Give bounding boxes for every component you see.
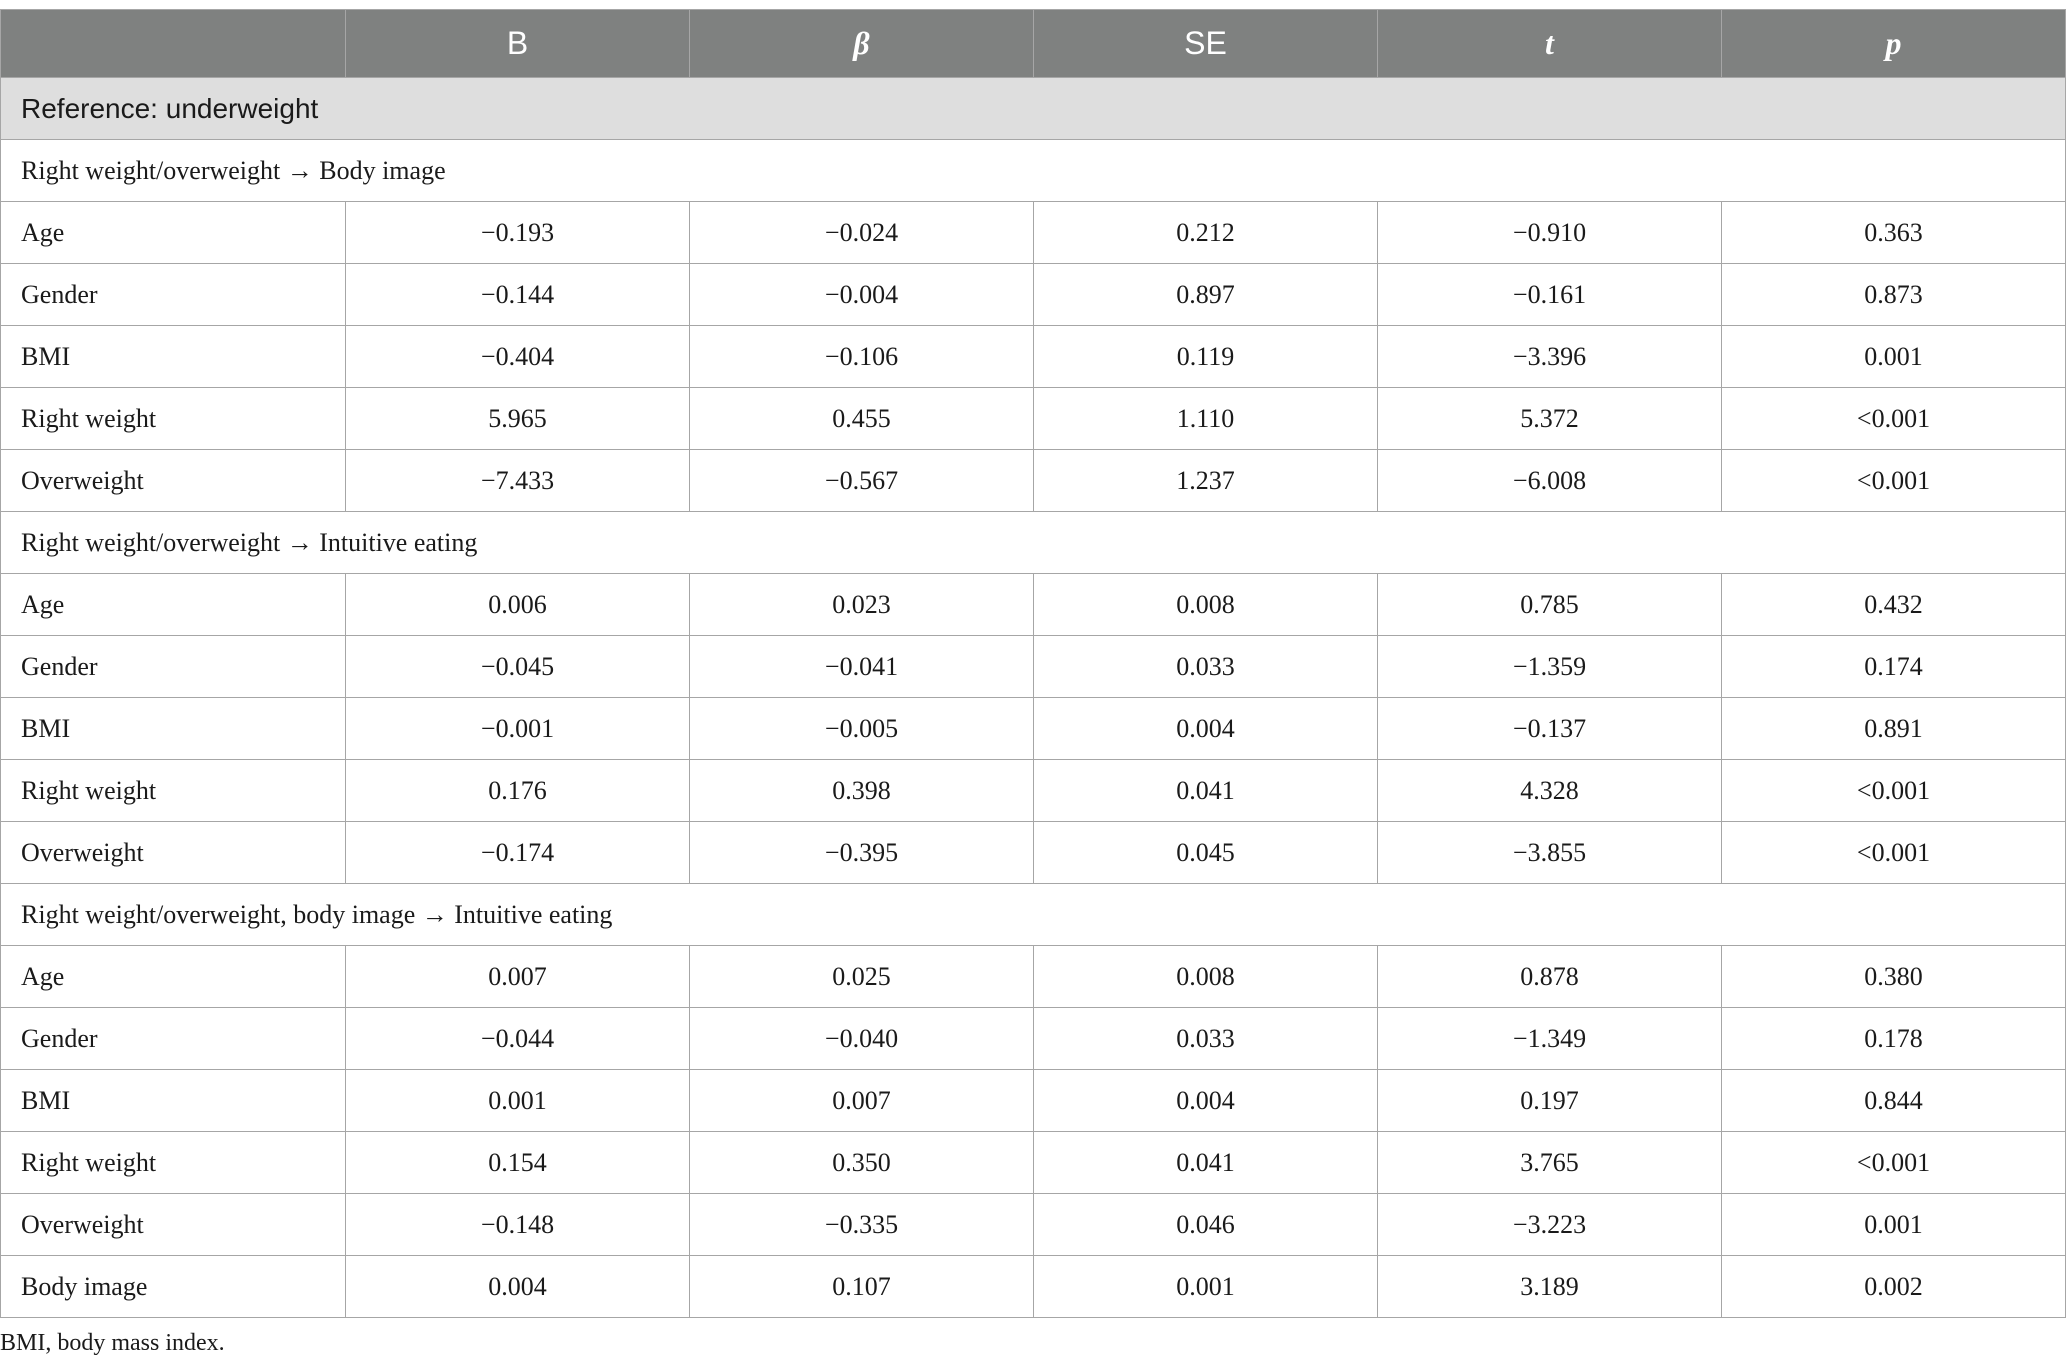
regression-table-container bbox=[0, 9, 2066, 1318]
value-cell: −0.193 bbox=[346, 202, 690, 264]
row-label: BMI bbox=[1, 698, 346, 760]
table-row bbox=[1, 946, 2066, 1008]
row-label: Overweight bbox=[1, 450, 346, 512]
value-cell: −0.001 bbox=[346, 698, 690, 760]
value-cell: −0.045 bbox=[346, 636, 690, 698]
value-cell: <0.001 bbox=[1722, 450, 2066, 512]
section-title: Right weight/overweight, body image → Intuitive eating bbox=[1, 884, 2066, 946]
header-cell-label bbox=[1, 10, 346, 78]
value-cell: 0.380 bbox=[1722, 946, 2066, 1008]
regression-table bbox=[0, 9, 2066, 1318]
value-cell: −0.174 bbox=[346, 822, 690, 884]
value-cell: 0.178 bbox=[1722, 1008, 2066, 1070]
value-cell: 0.033 bbox=[1034, 1008, 1378, 1070]
row-label: Body image bbox=[1, 1256, 346, 1318]
value-cell: <0.001 bbox=[1722, 388, 2066, 450]
value-cell: −1.349 bbox=[1378, 1008, 1722, 1070]
reference-row bbox=[1, 78, 2066, 140]
value-cell: 3.765 bbox=[1378, 1132, 1722, 1194]
value-cell: −0.144 bbox=[346, 264, 690, 326]
row-label: Age bbox=[1, 946, 346, 1008]
row-label: Gender bbox=[1, 264, 346, 326]
row-label: Age bbox=[1, 202, 346, 264]
value-cell: −0.044 bbox=[346, 1008, 690, 1070]
value-cell: −0.004 bbox=[690, 264, 1034, 326]
value-cell: 0.891 bbox=[1722, 698, 2066, 760]
table-row bbox=[1, 698, 2066, 760]
value-cell: −7.433 bbox=[346, 450, 690, 512]
section-title: Right weight/overweight → Intuitive eating bbox=[1, 512, 2066, 574]
value-cell: 0.004 bbox=[1034, 1070, 1378, 1132]
value-cell: 1.110 bbox=[1034, 388, 1378, 450]
value-cell: 0.878 bbox=[1378, 946, 1722, 1008]
table-row bbox=[1, 1256, 2066, 1318]
row-label: Age bbox=[1, 574, 346, 636]
table-row bbox=[1, 1194, 2066, 1256]
table-body bbox=[1, 78, 2066, 1318]
value-cell: 0.041 bbox=[1034, 1132, 1378, 1194]
header-cell-p: p bbox=[1722, 10, 2066, 78]
value-cell: −0.567 bbox=[690, 450, 1034, 512]
table-row bbox=[1, 202, 2066, 264]
row-label: Overweight bbox=[1, 1194, 346, 1256]
value-cell: −0.395 bbox=[690, 822, 1034, 884]
value-cell: 0.001 bbox=[346, 1070, 690, 1132]
value-cell: 0.350 bbox=[690, 1132, 1034, 1194]
table-row bbox=[1, 760, 2066, 822]
value-cell: 0.174 bbox=[1722, 636, 2066, 698]
value-cell: −0.041 bbox=[690, 636, 1034, 698]
value-cell: 0.785 bbox=[1378, 574, 1722, 636]
value-cell: 0.398 bbox=[690, 760, 1034, 822]
value-cell: −0.040 bbox=[690, 1008, 1034, 1070]
value-cell: 0.154 bbox=[346, 1132, 690, 1194]
value-cell: 1.237 bbox=[1034, 450, 1378, 512]
value-cell: <0.001 bbox=[1722, 822, 2066, 884]
value-cell: 0.363 bbox=[1722, 202, 2066, 264]
value-cell: 0.002 bbox=[1722, 1256, 2066, 1318]
table-row bbox=[1, 636, 2066, 698]
value-cell: 5.372 bbox=[1378, 388, 1722, 450]
value-cell: −0.137 bbox=[1378, 698, 1722, 760]
row-label: BMI bbox=[1, 1070, 346, 1132]
row-label: Gender bbox=[1, 636, 346, 698]
section-row bbox=[1, 884, 2066, 946]
table-row bbox=[1, 388, 2066, 450]
value-cell: 0.033 bbox=[1034, 636, 1378, 698]
table-row bbox=[1, 1070, 2066, 1132]
reference-label: Reference: underweight bbox=[1, 78, 2066, 140]
table-row bbox=[1, 264, 2066, 326]
value-cell: 0.007 bbox=[690, 1070, 1034, 1132]
value-cell: −3.855 bbox=[1378, 822, 1722, 884]
value-cell: 0.001 bbox=[1034, 1256, 1378, 1318]
value-cell: 0.004 bbox=[346, 1256, 690, 1318]
table-row bbox=[1, 822, 2066, 884]
value-cell: 5.965 bbox=[346, 388, 690, 450]
header-cell-t: t bbox=[1378, 10, 1722, 78]
value-cell: 0.897 bbox=[1034, 264, 1378, 326]
value-cell: −0.024 bbox=[690, 202, 1034, 264]
value-cell: −3.396 bbox=[1378, 326, 1722, 388]
header-cell-se: SE bbox=[1034, 10, 1378, 78]
header-row bbox=[1, 10, 2066, 78]
value-cell: 0.873 bbox=[1722, 264, 2066, 326]
row-label: Right weight bbox=[1, 760, 346, 822]
section-row bbox=[1, 140, 2066, 202]
value-cell: 0.041 bbox=[1034, 760, 1378, 822]
value-cell: 0.025 bbox=[690, 946, 1034, 1008]
value-cell: 0.023 bbox=[690, 574, 1034, 636]
value-cell: 0.045 bbox=[1034, 822, 1378, 884]
value-cell: −3.223 bbox=[1378, 1194, 1722, 1256]
table-row bbox=[1, 574, 2066, 636]
value-cell: −0.404 bbox=[346, 326, 690, 388]
row-label: Overweight bbox=[1, 822, 346, 884]
value-cell: 0.006 bbox=[346, 574, 690, 636]
value-cell: 0.844 bbox=[1722, 1070, 2066, 1132]
value-cell: −0.161 bbox=[1378, 264, 1722, 326]
value-cell: 0.008 bbox=[1034, 946, 1378, 1008]
value-cell: 0.008 bbox=[1034, 574, 1378, 636]
value-cell: 0.107 bbox=[690, 1256, 1034, 1318]
value-cell: −0.005 bbox=[690, 698, 1034, 760]
value-cell: −0.335 bbox=[690, 1194, 1034, 1256]
value-cell: 0.001 bbox=[1722, 1194, 2066, 1256]
table-row bbox=[1, 1008, 2066, 1070]
row-label: BMI bbox=[1, 326, 346, 388]
header-cell-beta: β bbox=[690, 10, 1034, 78]
value-cell: 0.007 bbox=[346, 946, 690, 1008]
value-cell: 0.001 bbox=[1722, 326, 2066, 388]
value-cell: −1.359 bbox=[1378, 636, 1722, 698]
table-row bbox=[1, 450, 2066, 512]
value-cell: <0.001 bbox=[1722, 760, 2066, 822]
table-row bbox=[1, 326, 2066, 388]
section-title: Right weight/overweight → Body image bbox=[1, 140, 2066, 202]
value-cell: −0.910 bbox=[1378, 202, 1722, 264]
header-cell-b: B bbox=[346, 10, 690, 78]
row-label: Right weight bbox=[1, 1132, 346, 1194]
value-cell: 0.212 bbox=[1034, 202, 1378, 264]
value-cell: 0.455 bbox=[690, 388, 1034, 450]
row-label: Gender bbox=[1, 1008, 346, 1070]
value-cell: 0.119 bbox=[1034, 326, 1378, 388]
value-cell: −0.106 bbox=[690, 326, 1034, 388]
value-cell: 3.189 bbox=[1378, 1256, 1722, 1318]
value-cell: 4.328 bbox=[1378, 760, 1722, 822]
table-footnote: BMI, body mass index. bbox=[0, 1330, 225, 1356]
value-cell: −0.148 bbox=[346, 1194, 690, 1256]
value-cell: 0.432 bbox=[1722, 574, 2066, 636]
value-cell: 0.197 bbox=[1378, 1070, 1722, 1132]
value-cell: −6.008 bbox=[1378, 450, 1722, 512]
value-cell: 0.004 bbox=[1034, 698, 1378, 760]
table-row bbox=[1, 1132, 2066, 1194]
section-row bbox=[1, 512, 2066, 574]
value-cell: 0.176 bbox=[346, 760, 690, 822]
value-cell: <0.001 bbox=[1722, 1132, 2066, 1194]
value-cell: 0.046 bbox=[1034, 1194, 1378, 1256]
row-label: Right weight bbox=[1, 388, 346, 450]
